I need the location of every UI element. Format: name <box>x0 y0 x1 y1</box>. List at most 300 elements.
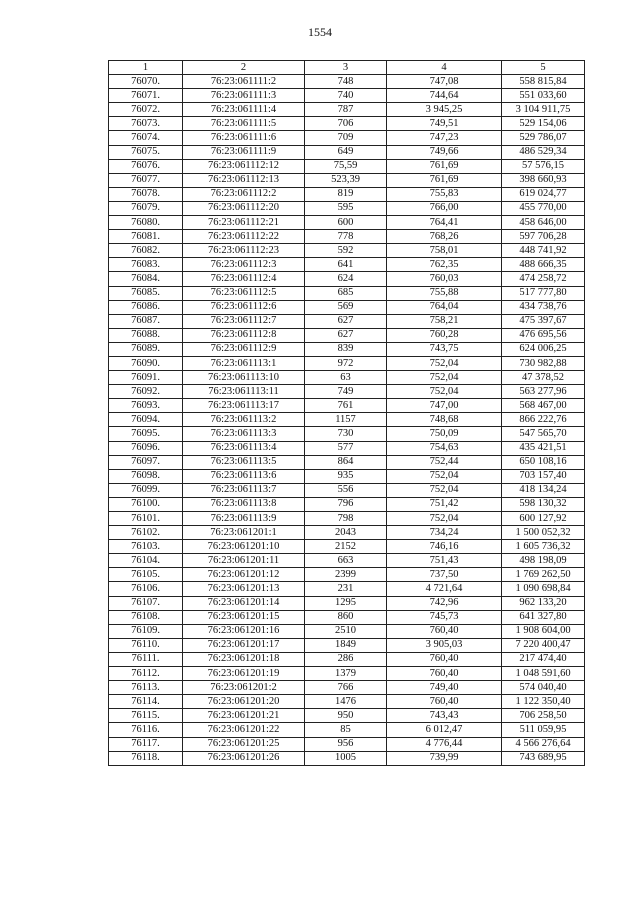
table-cell: 760,40 <box>387 695 502 709</box>
table-row <box>109 117 585 131</box>
table-cell: 1005 <box>305 751 387 765</box>
table-row <box>109 300 585 314</box>
table-cell: 730 982,88 <box>502 356 585 370</box>
table-cell: 747,00 <box>387 399 502 413</box>
table-cell: 761,69 <box>387 173 502 187</box>
table-cell: 76115. <box>109 709 183 723</box>
table-cell: 762,35 <box>387 258 502 272</box>
table-cell: 76:23:061111:9 <box>183 145 305 159</box>
table-row <box>109 89 585 103</box>
table-cell: 2399 <box>305 568 387 582</box>
table-cell: 76076. <box>109 159 183 173</box>
table-cell: 747,23 <box>387 131 502 145</box>
table-cell: 76094. <box>109 413 183 427</box>
table-cell: 749,66 <box>387 145 502 159</box>
table-cell: 766,00 <box>387 201 502 215</box>
table-cell: 752,44 <box>387 455 502 469</box>
table-cell: 76:23:061201:25 <box>183 737 305 751</box>
table-cell: 641 <box>305 258 387 272</box>
table-cell: 743 689,95 <box>502 751 585 765</box>
table-cell: 1 122 350,40 <box>502 695 585 709</box>
table-cell: 76105. <box>109 568 183 582</box>
table-cell: 76:23:061112:6 <box>183 300 305 314</box>
table-cell: 76070. <box>109 75 183 89</box>
table-cell: 76080. <box>109 216 183 230</box>
table-cell: 85 <box>305 723 387 737</box>
table-cell: 749,40 <box>387 681 502 695</box>
table-row <box>109 173 585 187</box>
table-row <box>109 596 585 610</box>
table-cell: 474 258,72 <box>502 272 585 286</box>
table-row <box>109 540 585 554</box>
table-cell: 839 <box>305 342 387 356</box>
table-header-row <box>109 61 585 75</box>
table-row <box>109 244 585 258</box>
table-row <box>109 526 585 540</box>
table-cell: 76074. <box>109 131 183 145</box>
table-cell: 4 776,44 <box>387 737 502 751</box>
table-cell: 796 <box>305 497 387 511</box>
table-cell: 76:23:061112:9 <box>183 342 305 356</box>
table-cell: 231 <box>305 582 387 596</box>
table-cell: 761 <box>305 399 387 413</box>
table-cell: 706 258,50 <box>502 709 585 723</box>
table-row <box>109 497 585 511</box>
table-cell: 76:23:061113:17 <box>183 399 305 413</box>
table-cell: 76:23:061112:4 <box>183 272 305 286</box>
table-cell: 755,83 <box>387 187 502 201</box>
table-cell: 76:23:061111:2 <box>183 75 305 89</box>
table-cell: 76:23:061201:12 <box>183 568 305 582</box>
table-cell: 709 <box>305 131 387 145</box>
table-cell: 745,73 <box>387 610 502 624</box>
table-cell: 76109. <box>109 624 183 638</box>
table-cell: 76:23:061201:20 <box>183 695 305 709</box>
table-cell: 743,43 <box>387 709 502 723</box>
table-cell: 3 905,03 <box>387 638 502 652</box>
table-cell: 76087. <box>109 314 183 328</box>
table-cell: 866 222,76 <box>502 413 585 427</box>
table-cell: 398 660,93 <box>502 173 585 187</box>
table-cell: 76:23:061113:2 <box>183 413 305 427</box>
table-cell: 76075. <box>109 145 183 159</box>
table-cell: 2510 <box>305 624 387 638</box>
table-cell: 748,68 <box>387 413 502 427</box>
table-cell: 76:23:061111:6 <box>183 131 305 145</box>
table-cell: 752,04 <box>387 512 502 526</box>
column-header: 1 <box>109 61 183 75</box>
table-row <box>109 286 585 300</box>
table-row <box>109 512 585 526</box>
table-cell: 76108. <box>109 610 183 624</box>
table-cell: 76117. <box>109 737 183 751</box>
table-cell: 76103. <box>109 540 183 554</box>
table-cell: 740 <box>305 89 387 103</box>
table-cell: 76071. <box>109 89 183 103</box>
table-cell: 76088. <box>109 328 183 342</box>
table-cell: 76:23:061113:11 <box>183 385 305 399</box>
table-row <box>109 145 585 159</box>
table-cell: 76:23:061111:5 <box>183 117 305 131</box>
table-cell: 76091. <box>109 371 183 385</box>
table-row <box>109 469 585 483</box>
table-cell: 760,28 <box>387 328 502 342</box>
table-row <box>109 455 585 469</box>
table-row <box>109 103 585 117</box>
table-cell: 76:23:061112:21 <box>183 216 305 230</box>
table-cell: 743,75 <box>387 342 502 356</box>
table-row <box>109 230 585 244</box>
table-cell: 76:23:061201:26 <box>183 751 305 765</box>
table-cell: 76:23:061201:15 <box>183 610 305 624</box>
table-cell: 760,03 <box>387 272 502 286</box>
table-cell: 434 738,76 <box>502 300 585 314</box>
table-row <box>109 159 585 173</box>
table-cell: 747,08 <box>387 75 502 89</box>
table-cell: 76:23:061113:10 <box>183 371 305 385</box>
table-cell: 1 090 698,84 <box>502 582 585 596</box>
table-cell: 76:23:061113:3 <box>183 427 305 441</box>
table-cell: 568 467,00 <box>502 399 585 413</box>
table-cell: 76:23:061201:22 <box>183 723 305 737</box>
table-cell: 864 <box>305 455 387 469</box>
table-cell: 950 <box>305 709 387 723</box>
column-header: 2 <box>183 61 305 75</box>
table-cell: 76072. <box>109 103 183 117</box>
table-cell: 435 421,51 <box>502 441 585 455</box>
table-cell: 76078. <box>109 187 183 201</box>
table-cell: 76085. <box>109 286 183 300</box>
table-cell: 76113. <box>109 681 183 695</box>
table-row <box>109 695 585 709</box>
table-cell: 1 769 262,50 <box>502 568 585 582</box>
table-cell: 76:23:061113:9 <box>183 512 305 526</box>
table-cell: 76:23:061113:5 <box>183 455 305 469</box>
table-cell: 685 <box>305 286 387 300</box>
table-cell: 76110. <box>109 638 183 652</box>
table-cell: 76:23:061112:2 <box>183 187 305 201</box>
table-cell: 748 <box>305 75 387 89</box>
table-cell: 498 198,09 <box>502 554 585 568</box>
table-row <box>109 483 585 497</box>
table-cell: 76:23:061113:1 <box>183 356 305 370</box>
table-cell: 76112. <box>109 667 183 681</box>
table-cell: 764,04 <box>387 300 502 314</box>
table-cell: 739,99 <box>387 751 502 765</box>
table-cell: 76:23:061112:23 <box>183 244 305 258</box>
table-cell: 860 <box>305 610 387 624</box>
table-cell: 1476 <box>305 695 387 709</box>
table-cell: 619 024,77 <box>502 187 585 201</box>
table-cell: 486 529,34 <box>502 145 585 159</box>
table-row <box>109 667 585 681</box>
table-row <box>109 751 585 765</box>
table-cell: 76084. <box>109 272 183 286</box>
table-cell: 76090. <box>109 356 183 370</box>
table-cell: 972 <box>305 356 387 370</box>
table-row <box>109 413 585 427</box>
table-cell: 1379 <box>305 667 387 681</box>
table-row <box>109 554 585 568</box>
table-cell: 76093. <box>109 399 183 413</box>
table-cell: 760,40 <box>387 652 502 666</box>
table-cell: 76:23:061201:21 <box>183 709 305 723</box>
table-cell: 1 048 591,60 <box>502 667 585 681</box>
table-cell: 76102. <box>109 526 183 540</box>
table-body <box>109 75 585 766</box>
table-cell: 286 <box>305 652 387 666</box>
table-row <box>109 568 585 582</box>
table-cell: 76083. <box>109 258 183 272</box>
table-cell: 1 908 604,00 <box>502 624 585 638</box>
table-cell: 475 397,67 <box>502 314 585 328</box>
table-row <box>109 427 585 441</box>
table-cell: 1 500 052,32 <box>502 526 585 540</box>
table-cell: 1 605 736,32 <box>502 540 585 554</box>
table-cell: 2043 <box>305 526 387 540</box>
table-cell: 650 108,16 <box>502 455 585 469</box>
table-row <box>109 681 585 695</box>
table-cell: 76:23:061112:7 <box>183 314 305 328</box>
table-cell: 749 <box>305 385 387 399</box>
table-cell: 76116. <box>109 723 183 737</box>
page-number: 1554 <box>308 25 332 39</box>
table-cell: 730 <box>305 427 387 441</box>
table-cell: 3 104 911,75 <box>502 103 585 117</box>
table-row <box>109 328 585 342</box>
table-cell: 755,88 <box>387 286 502 300</box>
table-cell: 76086. <box>109 300 183 314</box>
table-cell: 76098. <box>109 469 183 483</box>
table-cell: 706 <box>305 117 387 131</box>
table-cell: 76:23:061113:8 <box>183 497 305 511</box>
table-cell: 517 777,80 <box>502 286 585 300</box>
table-cell: 592 <box>305 244 387 258</box>
table-row <box>109 624 585 638</box>
table-cell: 76077. <box>109 173 183 187</box>
table-cell: 76:23:061201:14 <box>183 596 305 610</box>
table-cell: 760,40 <box>387 624 502 638</box>
table-cell: 75,59 <box>305 159 387 173</box>
table-row <box>109 356 585 370</box>
table-cell: 1295 <box>305 596 387 610</box>
table-cell: 76:23:061112:12 <box>183 159 305 173</box>
table-cell: 624 006,25 <box>502 342 585 356</box>
table-cell: 523,39 <box>305 173 387 187</box>
table-cell: 76:23:061201:17 <box>183 638 305 652</box>
table-row <box>109 342 585 356</box>
table-cell: 76:23:061112:5 <box>183 286 305 300</box>
table-cell: 76:23:061201:18 <box>183 652 305 666</box>
table-cell: 458 646,00 <box>502 216 585 230</box>
table-cell: 76:23:061201:2 <box>183 681 305 695</box>
table-cell: 529 154,06 <box>502 117 585 131</box>
table-cell: 764,41 <box>387 216 502 230</box>
table-cell: 76097. <box>109 455 183 469</box>
table-cell: 76114. <box>109 695 183 709</box>
table-cell: 76:23:061112:13 <box>183 173 305 187</box>
table-cell: 76107. <box>109 596 183 610</box>
table-cell: 217 474,40 <box>502 652 585 666</box>
table-cell: 956 <box>305 737 387 751</box>
table-cell: 595 <box>305 201 387 215</box>
table-row <box>109 131 585 145</box>
table-cell: 76:23:061111:4 <box>183 103 305 117</box>
table-cell: 744,64 <box>387 89 502 103</box>
table-cell: 76:23:061113:6 <box>183 469 305 483</box>
table-row <box>109 582 585 596</box>
table-cell: 1157 <box>305 413 387 427</box>
table-cell: 488 666,35 <box>502 258 585 272</box>
table-cell: 76:23:061113:4 <box>183 441 305 455</box>
table-cell: 558 815,84 <box>502 75 585 89</box>
table-cell: 737,50 <box>387 568 502 582</box>
table-cell: 641 327,80 <box>502 610 585 624</box>
table-cell: 752,04 <box>387 469 502 483</box>
table-cell: 1849 <box>305 638 387 652</box>
table-cell: 754,63 <box>387 441 502 455</box>
table-cell: 547 565,70 <box>502 427 585 441</box>
table-cell: 758,21 <box>387 314 502 328</box>
table-cell: 418 134,24 <box>502 483 585 497</box>
table-cell: 749,51 <box>387 117 502 131</box>
table-cell: 766 <box>305 681 387 695</box>
table-cell: 600 127,92 <box>502 512 585 526</box>
table-cell: 3 945,25 <box>387 103 502 117</box>
table-cell: 649 <box>305 145 387 159</box>
table-cell: 76:23:061112:8 <box>183 328 305 342</box>
table-cell: 751,43 <box>387 554 502 568</box>
table-row <box>109 737 585 751</box>
table-row <box>109 314 585 328</box>
table-row <box>109 216 585 230</box>
table-cell: 2152 <box>305 540 387 554</box>
table-cell: 76:23:061111:3 <box>183 89 305 103</box>
table-cell: 752,04 <box>387 371 502 385</box>
table-cell: 76104. <box>109 554 183 568</box>
table-cell: 76089. <box>109 342 183 356</box>
table-cell: 569 <box>305 300 387 314</box>
table-cell: 760,40 <box>387 667 502 681</box>
table-row <box>109 75 585 89</box>
table-cell: 935 <box>305 469 387 483</box>
table-row <box>109 371 585 385</box>
table-row <box>109 201 585 215</box>
table-cell: 798 <box>305 512 387 526</box>
table-row <box>109 399 585 413</box>
table-cell: 563 277,96 <box>502 385 585 399</box>
table-cell: 76:23:061201:10 <box>183 540 305 554</box>
table-cell: 455 770,00 <box>502 201 585 215</box>
table-cell: 76:23:061201:13 <box>183 582 305 596</box>
table-cell: 448 741,92 <box>502 244 585 258</box>
table-row <box>109 272 585 286</box>
table-cell: 76106. <box>109 582 183 596</box>
table-cell: 751,42 <box>387 497 502 511</box>
table-cell: 627 <box>305 314 387 328</box>
table-cell: 752,04 <box>387 483 502 497</box>
table-cell: 746,16 <box>387 540 502 554</box>
data-table <box>108 60 585 766</box>
table-cell: 597 706,28 <box>502 230 585 244</box>
table-cell: 734,24 <box>387 526 502 540</box>
table-cell: 663 <box>305 554 387 568</box>
table-cell: 76079. <box>109 201 183 215</box>
table-cell: 787 <box>305 103 387 117</box>
table-cell: 551 033,60 <box>502 89 585 103</box>
table-cell: 768,26 <box>387 230 502 244</box>
table-cell: 4 566 276,64 <box>502 737 585 751</box>
table-cell: 627 <box>305 328 387 342</box>
table-cell: 76082. <box>109 244 183 258</box>
table-cell: 703 157,40 <box>502 469 585 483</box>
column-header: 3 <box>305 61 387 75</box>
column-header: 5 <box>502 61 585 75</box>
table-row <box>109 441 585 455</box>
table-cell: 761,69 <box>387 159 502 173</box>
table-cell: 76101. <box>109 512 183 526</box>
table-cell: 76100. <box>109 497 183 511</box>
table-row <box>109 652 585 666</box>
table-cell: 76:23:061112:22 <box>183 230 305 244</box>
table-cell: 750,09 <box>387 427 502 441</box>
table-cell: 76118. <box>109 751 183 765</box>
column-header: 4 <box>387 61 502 75</box>
table-cell: 4 721,64 <box>387 582 502 596</box>
table-cell: 598 130,32 <box>502 497 585 511</box>
table-cell: 511 059,95 <box>502 723 585 737</box>
table-cell: 529 786,07 <box>502 131 585 145</box>
table-row <box>109 385 585 399</box>
table-cell: 6 012,47 <box>387 723 502 737</box>
table-row <box>109 258 585 272</box>
table-cell: 76:23:061201:11 <box>183 554 305 568</box>
table-cell: 476 695,56 <box>502 328 585 342</box>
table-cell: 962 133,20 <box>502 596 585 610</box>
table-cell: 752,04 <box>387 385 502 399</box>
table-cell: 76095. <box>109 427 183 441</box>
table-cell: 76:23:061201:1 <box>183 526 305 540</box>
table-cell: 76092. <box>109 385 183 399</box>
table-cell: 63 <box>305 371 387 385</box>
table-cell: 624 <box>305 272 387 286</box>
table-row <box>109 638 585 652</box>
table-cell: 76111. <box>109 652 183 666</box>
table-cell: 76:23:061113:7 <box>183 483 305 497</box>
table-cell: 76:23:061112:20 <box>183 201 305 215</box>
table-row <box>109 187 585 201</box>
table-cell: 76:23:061201:16 <box>183 624 305 638</box>
table-cell: 742,96 <box>387 596 502 610</box>
table-row <box>109 709 585 723</box>
table-cell: 556 <box>305 483 387 497</box>
table-cell: 76:23:061112:3 <box>183 258 305 272</box>
table-cell: 76099. <box>109 483 183 497</box>
table-cell: 57 576,15 <box>502 159 585 173</box>
table-cell: 574 040,40 <box>502 681 585 695</box>
table-cell: 600 <box>305 216 387 230</box>
table-cell: 47 378,52 <box>502 371 585 385</box>
table-cell: 752,04 <box>387 356 502 370</box>
table-cell: 76096. <box>109 441 183 455</box>
table-cell: 758,01 <box>387 244 502 258</box>
table-cell: 76081. <box>109 230 183 244</box>
table-cell: 778 <box>305 230 387 244</box>
table-cell: 7 220 400,47 <box>502 638 585 652</box>
table-row <box>109 610 585 624</box>
table-cell: 819 <box>305 187 387 201</box>
table-cell: 76073. <box>109 117 183 131</box>
